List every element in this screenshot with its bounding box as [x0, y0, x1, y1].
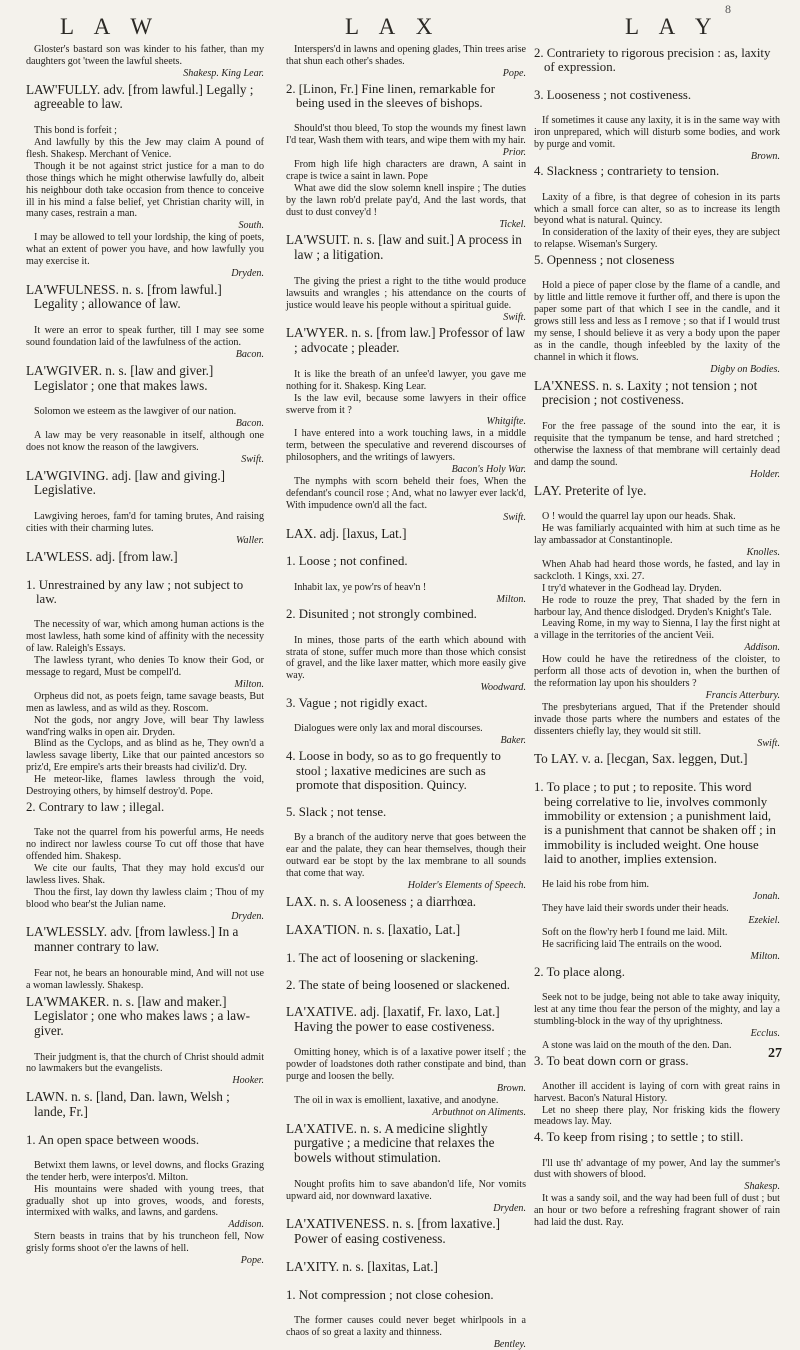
- guide-words: [0, 6, 800, 46]
- sense-definition: 4. Loose in body, so as to go frequently to stool ; laxative medicines are such as promote that disposition. Quincy.: [286, 749, 501, 792]
- citation-text: Lawgiving heroes, fam'd for taming brutes, And raising cities with their charming lutes.: [26, 511, 264, 535]
- citation-text: Take not the quarrel from his powerful arms, He needs no indirect nor lawless course To cut off those that have offended him. Shakesp.: [26, 827, 264, 862]
- citation-text: Gloster's bastard son was kinder to his father, than my daughters got 'tween the lawful sheets.: [26, 44, 264, 67]
- citation-source: Baker.: [500, 735, 526, 747]
- sense-definition: 3. Vague ; not rigidly exact.: [286, 696, 428, 711]
- citation-text: Not the gods, nor angry Jove, will bear Thy lawless wand'ring walks in open air. Dryden.: [26, 714, 264, 738]
- citation-source: Dryden.: [231, 267, 264, 279]
- citation-text: Blind as the Cyclops, and as blind as he, They own'd a lawless savage liberty, Like that our painted ancestors so priz'd, Ere empire's arts their breasts had civiliz'd. Dry.: [26, 738, 264, 774]
- sense-definition: 2. The state of being loosened or slackened.: [286, 977, 510, 992]
- headword-entry: LA'WLESS. adj. [from law.]: [26, 548, 178, 564]
- citation-text: For the free passage of the sound into the ear, it is requisite that the tympanum be tense, and hard stretched ; otherwise the laxness of that membrane will certainly dead and damp the sound.: [534, 421, 780, 468]
- citation-text: Let no sheep there play, Nor frisking kids the flowery meadows lay. May.: [534, 1104, 780, 1128]
- headword-entry: LA'XATIVENESS. n. s. [from laxative.] Power of easing costiveness.: [286, 1216, 501, 1246]
- guide-word-middle: L A X: [345, 14, 441, 39]
- citation-text: A stone was laid on the mouth of the den. Dan.: [542, 1039, 732, 1051]
- guide-word-right: L A Y: [625, 14, 720, 39]
- citation-text: What awe did the slow solemn knell inspire ; The duties by the lawn rob'd prelate pay'd, And the last words, that dust to dust convey'd !: [286, 182, 526, 218]
- entry-columns: [20, 44, 782, 1350]
- citation-text: Orpheus did not, as poets feign, tame savage beasts, But men as lawless, and as wild as they. Roscom.: [26, 690, 264, 714]
- citation-text: The oil in wax is emollient, laxative, and anodyne.: [294, 1094, 499, 1106]
- citation-text: The giving the priest a right to the tithe would produce lawsuits and wrangles ; his attendance on the courts of justice would leave his people without a spiritual guide.: [286, 275, 526, 311]
- citation-text: We cite our faults, That they may hold excus'd our lawless lives. Shak.: [26, 862, 264, 886]
- citation-text: Omitting honey, which is of a laxative power itself ; the powder of loadstones doth rather constipate and bind, than purge and loosen the belly.: [286, 1047, 526, 1083]
- sense-definition: 3. Looseness ; not costiveness.: [534, 87, 692, 102]
- citation-text: Leaving Rome, in my way to Sienna, I lay the first night at a village in the territories of the ancient Veii.: [534, 618, 780, 642]
- citation-source: Ezekiel.: [748, 915, 780, 927]
- citation-source: Hooker.: [232, 1075, 264, 1087]
- citation-text: Nought profits him to save abandon'd life, Nor vomits upward aid, nor downward laxative.: [286, 1178, 526, 1202]
- citation-text: Laxity of a fibre, is that degree of cohesion in its parts which a small force can alter, so as to increase its length beyond what is natural. Quincy.: [534, 191, 780, 227]
- citation-text: Though it be not against strict justice for a man to do those things which he might otherwise lawfully do, albeit his neighbour doth take occasion from thence to conceive ill in his mind a false belief, yet Christian charity will, in many cases, restrain a man.: [26, 160, 264, 220]
- citation-source: Pope.: [240, 1255, 264, 1267]
- headword-entry: LA'WLESSLY. adv. [from lawless.] In a manner contrary to law.: [26, 924, 239, 954]
- citation-text: From high life high characters are drawn, A saint in crape is twice a saint in lawn. Pope: [286, 159, 526, 182]
- headword-entry: LAWN. n. s. [land, Dan. lawn, Welsh ; lande, Fr.]: [26, 1089, 230, 1119]
- citation-source: Swift.: [757, 737, 780, 749]
- citation-text: It were an error to speak further, till I may see some sound foundation laid of the lawfulness of the action.: [26, 325, 264, 349]
- citation-text: The lawless tyrant, who denies To know their God, or message to regard, Must be compell'd.: [26, 655, 264, 678]
- headword-entry: LA'WGIVING. adj. [law and giving.] Legislative.: [26, 467, 226, 498]
- headword-entry: LA'WFULNESS. n. s. [from lawful.] Legality ; allowance of law.: [26, 281, 222, 312]
- sense-definition: 2. Contrariety to rigorous precision : as, laxity of expression.: [534, 46, 771, 75]
- citation-source: Shakesp. King Lear.: [183, 67, 264, 79]
- guide-word-left: L A W: [60, 14, 161, 39]
- citation-text: Is the law evil, because some lawyers in their office swerve from it ?: [286, 392, 526, 416]
- headword-entry: LA'WGIVER. n. s. [law and giver.] Legislator ; one that makes laws.: [26, 362, 214, 393]
- citation-text: The nymphs with scorn beheld their foes, When the defendant's council rose ; And, what no lawyer ever lack'd, With impudence own'd all the fact.: [286, 476, 526, 511]
- column-left: [26, 44, 264, 1267]
- page-number: 27: [768, 1046, 782, 1061]
- citation-text: Inhabit lax, ye pow'rs of heav'n !: [294, 581, 427, 593]
- citation-source: Brown.: [750, 150, 780, 162]
- citation-text: It is like the breath of an unfee'd lawyer, you gave me nothing for it. Shakesp. King Lear.: [286, 368, 526, 392]
- citation-source: Milton.: [750, 950, 780, 962]
- citation-text: Should'st thou bleed, To stop the wounds my finest lawn I'd tear, Wash them with tears, and wipe them with my hair.: [286, 123, 526, 147]
- sense-definition: 1. Unrestrained by any law ; not subject to law.: [26, 577, 244, 607]
- citation-source: Woodward.: [480, 682, 526, 694]
- citation-source: Ecclus.: [750, 1027, 780, 1039]
- citation-text: Seek not to be judge, being not able to take away iniquity, lest at any time thou fear the person of the mighty, and lay a stumbling-block in the way of thy uprightness.: [534, 992, 780, 1027]
- citation-text: Another ill accident is laying of corn with great rains in harvest. Bacon's Natural History.: [534, 1080, 780, 1104]
- citation-text: Interspers'd in lawns and opening glades, Thin trees arise that shun each other's shades.: [286, 44, 526, 67]
- citation-text: It was a sandy soil, and the way had been full of dust ; but an hour or two before a refreshing fragrant shower of rain had laid the dust. Ray.: [534, 1193, 780, 1229]
- citation-text: He was familiarly acquainted with him at such time as he lay ambassador at Constantinople.: [534, 523, 780, 547]
- citation-text: I may be allowed to tell your lordship, the king of poets, what an extent of power you have, and how lawfully you may exercise it.: [26, 232, 264, 268]
- citation-text: In mines, those parts of the earth which abound with strata of stone, suffer much more than those which consist of gravel, and the like laxer matter, which more easily give way.: [286, 634, 526, 682]
- citation-source: Holder.: [750, 468, 780, 480]
- citation-text: If sometimes it cause any laxity, it is in the same way with iron unprepared, which will disturb some bodies, and work by purge and vomit.: [534, 114, 780, 150]
- sense-definition: 1. To place ; to put ; to reposite. This word being correlative to lie, involves commonly immobility or extension ; a punishment laid, is a punishment that cannot be shaken off ; in immobility is included weight. One house laid to another, implies extension.: [534, 780, 776, 867]
- sense-definition: 2. Disunited ; not strongly combined.: [286, 607, 477, 622]
- corner-mark: 8: [725, 2, 731, 16]
- sense-definition: 4. Slackness ; contrariety to tension.: [534, 164, 720, 179]
- headword-entry: LA'WSUIT. n. s. [law and suit.] A process in law ; a litigation.: [286, 232, 522, 263]
- column-right: [534, 44, 780, 1229]
- citation-text: I have entered into a work touching laws, in a middle term, between the speculative and reverend discourses of philosophers, and the writings of lawyers.: [286, 428, 526, 464]
- citation-source: Milton.: [234, 678, 264, 690]
- citation-source: Swift.: [503, 511, 526, 523]
- citation-text: When Ahab had heard those words, he fasted, and lay in sackcloth. 1 Kings, xxi. 27.: [534, 558, 780, 582]
- citation-source: Holder's Elements of Speech.: [407, 880, 526, 892]
- citation-source: Bacon.: [235, 349, 264, 361]
- citation-text: He laid his robe from him.: [542, 879, 650, 891]
- citation-source: Shakesp.: [744, 1181, 780, 1193]
- headword-entry: LA'WYER. n. s. [from law.] Professor of law ; advocate ; pleader.: [286, 325, 526, 356]
- citation-source: Francis Atterbury.: [705, 689, 780, 701]
- sense-definition: 4. To keep from rising ; to settle ; to still.: [534, 1130, 744, 1145]
- headword-entry: LAY. Preterite of lye.: [534, 482, 647, 498]
- citation-text: In consideration of the laxity of their eyes, they are subject to relapse. Wiseman's Surgery.: [534, 227, 780, 251]
- headword-entry: LAX. n. s. A looseness ; a diarrhœa.: [286, 893, 477, 909]
- citation-source: Bacon.: [235, 418, 264, 430]
- citation-source: Pope.: [502, 67, 526, 79]
- citation-text: A law may be very reasonable in itself, although one does not know the reason of the lawgivers.: [26, 430, 264, 454]
- column-middle: [286, 44, 526, 1350]
- sense-definition: 2. Contrary to law ; illegal.: [26, 799, 165, 814]
- headword-entry: LA'XATIVE. n. s. A medicine slightly purgative ; a medicine that relaxes the bowels without stimulation.: [286, 1120, 495, 1165]
- citation-text: Betwixt them lawns, or level downs, and flocks Grazing the tender herb, were interpos'd. Milton.: [26, 1159, 264, 1183]
- citation-text: He meteor-like, flames lawless through the void, Destroying others, by himself destroy'd. Pope.: [26, 774, 264, 798]
- headword-entry: LA'XITY. n. s. [laxitas, Lat.]: [286, 1258, 438, 1274]
- citation-text: Fear not, he bears an honourable mind, And will not use a woman lawlessly. Shakesp.: [26, 967, 264, 991]
- citation-source: Whitgifte.: [486, 416, 526, 428]
- citation-text: And lawfully by this the Jew may claim A pound of flesh. Shakesp. Merchant of Venice.: [26, 137, 264, 160]
- sense-definition: 1. An open space between woods.: [26, 1132, 200, 1147]
- citation-source: Dryden.: [231, 910, 264, 922]
- citation-source: Dryden.: [493, 1202, 526, 1214]
- citation-text: Solomon we esteem as the lawgiver of our nation.: [34, 406, 237, 418]
- citation-text: Soft on the flow'ry herb I found me laid. Milt.: [542, 927, 728, 939]
- citation-source: Bentley.: [493, 1338, 526, 1350]
- citation-source: Knolles.: [746, 547, 780, 559]
- citation-text: By a branch of the auditory nerve that goes between the ear and the palate, they can hear themselves, though their outward ear be stopt by the lax membrane to all sounds that come that way.: [286, 832, 526, 880]
- citation-source: Swift.: [241, 453, 264, 465]
- headword-entry: LAW'FULLY. adv. [from lawful.] Legally ; agreeable to law.: [26, 81, 254, 112]
- citation-text: Hold a piece of paper close by the flame of a candle, and by little and little remove it further off, and there is upon the paper some part of that which I see in the candle, and it grows still less and less as I remove ; so that if I would trust my sense, I should believe it as very a body upon the paper as in the candle, though infeebled by the laxity of the channel in which it flows.: [534, 280, 780, 363]
- citation-source: Addison.: [228, 1219, 264, 1231]
- citation-text: The necessity of war, which among human actions is the most lawless, hath some kind of affinity with the necessity of law. Raleigh's Essays.: [26, 619, 264, 655]
- citation-source: Milton.: [496, 593, 526, 605]
- citation-source: Waller.: [236, 535, 264, 547]
- citation-text: Thou the first, lay down thy lawless claim ; Thou of my blood who bear'st the Julian name.: [26, 886, 264, 910]
- headword-entry: LA'WMAKER. n. s. [law and maker.] Legislator ; one who makes laws ; a law-giver.: [26, 993, 251, 1038]
- citation-source: Bacon's Holy War.: [451, 464, 526, 476]
- citation-text: I try'd whatever in the Godhead lay. Dryden.: [542, 582, 722, 594]
- citation-text: His mountains were shaded with young trees, that gradually shot up into groves, woods, and forests, intermixed with walks, and lawns, and gardens.: [26, 1183, 264, 1219]
- citation-text: I'll use th' advantage of my power, And lay the summer's dust with showers of blood.: [534, 1157, 780, 1181]
- citation-source: Brown.: [496, 1083, 526, 1094]
- citation-source: Tickel.: [499, 218, 526, 230]
- sense-definition: 1. Not compression ; not close cohesion.: [286, 1287, 494, 1302]
- sense-definition: 3. To beat down corn or grass.: [534, 1053, 689, 1068]
- citation-text: Dialogues were only lax and moral discourses.: [294, 723, 483, 735]
- citation-text: Stern beasts in trains that by his truncheon fell, Now grisly forms shoot o'er the lawns of hell.: [26, 1231, 264, 1255]
- citation-source: Prior.: [502, 147, 526, 159]
- sense-definition: 2. [Linon, Fr.] Fine linen, remarkable for being used in the sleeves of bishops.: [286, 81, 495, 111]
- citation-text: The former causes could never beget whirlpools in a chaos of so great a laxity and thinness.: [286, 1314, 526, 1338]
- citation-text: The presbyterians argued, That if the Pretender should invade those parts where the numbers and estates of the dissenters chiefly lay, they would sit still.: [534, 701, 780, 737]
- sense-definition: 1. Loose ; not confined.: [286, 554, 408, 569]
- citation-text: Their judgment is, that the church of Christ should admit no lawmakers but the evangelists.: [26, 1051, 264, 1075]
- citation-text: He rode to rouze the prey, That shaded by the fern in harbour lay, And thence dislodged. Dryden's Knight's Tale.: [534, 594, 780, 618]
- headword-entry: LAXA'TION. n. s. [laxatio, Lat.]: [286, 921, 461, 937]
- headword-entry: To LAY. v. a. [lecgan, Sax. leggen, Dut.]: [534, 751, 748, 767]
- citation-source: South.: [238, 220, 264, 232]
- citation-source: Addison.: [744, 642, 780, 654]
- citation-source: Swift.: [503, 311, 526, 323]
- citation-source: Digby on Bodies.: [710, 363, 780, 375]
- headword-entry: LAX. adj. [laxus, Lat.]: [286, 525, 407, 541]
- citation-text: This bond is forfeit ;: [34, 125, 117, 137]
- headword-entry: LA'XNESS. n. s. Laxity ; not tension ; not precision ; not costiveness.: [534, 377, 758, 408]
- citation-source: Jonah.: [752, 891, 780, 903]
- citation-text: How could he have the retiredness of the cloister, to perform all those acts of devotion in, when the burthen of the reformation lay upon his shoulders ?: [534, 654, 780, 689]
- headword-entry: LA'XATIVE. adj. [laxatif, Fr. laxo, Lat.] Having the power to ease costiveness.: [286, 1003, 500, 1034]
- citation-source: Arbuthnot on Aliments.: [432, 1106, 526, 1118]
- sense-definition: 5. Slack ; not tense.: [286, 805, 387, 820]
- sense-definition: 1. The act of loosening or slackening.: [286, 950, 479, 965]
- sense-definition: 5. Openness ; not closeness: [534, 253, 675, 268]
- citation-text: They have laid their swords under their heads.: [542, 903, 729, 915]
- sense-definition: 2. To place along.: [534, 964, 625, 979]
- citation-text: He sacrificing laid The entrails on the wood.: [542, 938, 722, 950]
- citation-text: O ! would the quarrel lay upon our heads. Shak.: [542, 511, 736, 523]
